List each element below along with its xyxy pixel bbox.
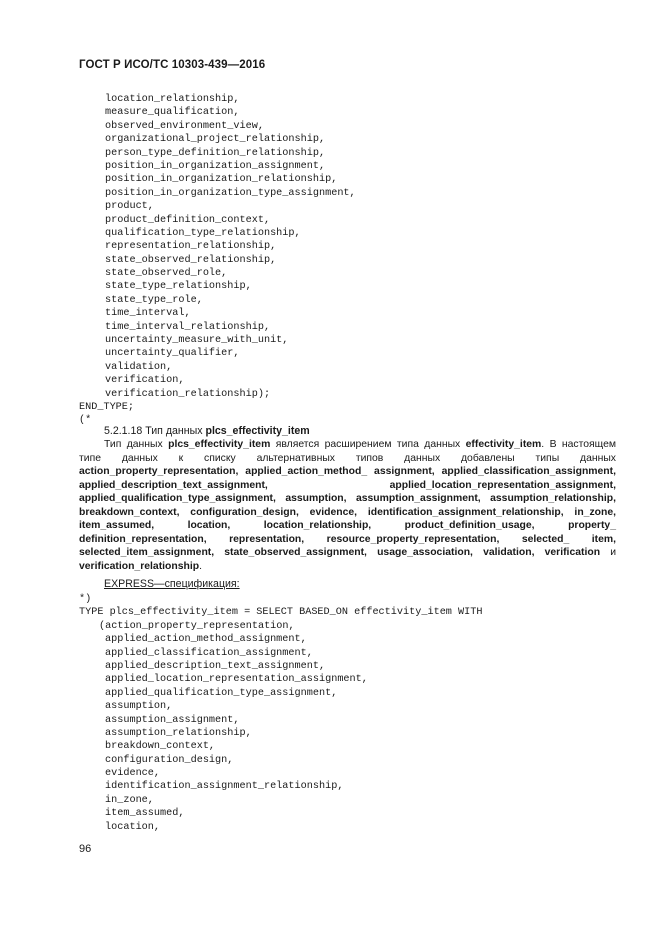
- paragraph-term: verification_relationship: [79, 560, 200, 572]
- end-type-line: END_TYPE;: [79, 401, 135, 413]
- code-line: identification_assignment_relationship,: [105, 781, 344, 793]
- code-line: state_type_relationship,: [105, 281, 252, 293]
- code-line: verification,: [105, 375, 185, 387]
- code-line: assumption_assignment,: [105, 714, 240, 726]
- code-line: uncertainty_qualifier,: [105, 348, 240, 360]
- code-line: location_relationship,: [105, 94, 240, 105]
- code-line: position_in_organization_assignment,: [105, 160, 326, 172]
- code-line: time_interval,: [105, 308, 191, 320]
- code-line: verification_relationship);: [105, 388, 271, 400]
- express-spec-label: EXPRESS—спецификация:: [104, 578, 240, 590]
- section-number: 5.2.1.18 Тип данных: [104, 425, 206, 437]
- paragraph-text: Тип данных: [104, 439, 169, 450]
- document-header: ГОСТ Р ИСО/ТС 10303-439—2016: [79, 59, 266, 71]
- code-line: time_interval_relationship,: [105, 321, 271, 333]
- code-line: applied_location_representation_assignment,: [105, 674, 368, 686]
- code-line: qualification_type_relationship,: [105, 227, 301, 239]
- code-line: applied_qualification_type_assignment,: [105, 687, 338, 699]
- code-line: state_observed_role,: [105, 268, 228, 280]
- paragraph-text: и: [600, 547, 616, 558]
- code-line: breakdown_context,: [105, 741, 216, 753]
- code-line: (action_property_representation,: [99, 620, 295, 632]
- code-line: assumption,: [105, 701, 173, 713]
- code-line: position_in_organization_type_assignment,: [105, 187, 356, 199]
- paragraph-term: plcs_effectivity_item: [168, 439, 271, 450]
- section-type-name: plcs_effectivity_item: [205, 425, 310, 437]
- code-line: product,: [105, 201, 154, 213]
- paragraph-text: .: [199, 560, 202, 572]
- paragraph-term-list: action_property_representation, applied_action_method_ assignment, applied_classification_assignment, applied_description_text_assignment, applied_location_representation_assignment, applied_qualification_type_assignment, assumption, assumption_assignment, assumption_relationship, breakdown_context, configuration_design, evidence, identification_assignment_relationship, in_zone, item_assumed, location, location_relationship, product_definition_usage, property_ definition_representation, representation, resource_property_representation, selected_ item, selected_item_assignment, state_observed_assignment, usage_association, validation, verification: [79, 466, 616, 558]
- code-line: applied_classification_assignment,: [105, 647, 313, 659]
- code-line: applied_description_text_assignment,: [105, 660, 326, 672]
- paragraph-text: . В настоящем типе данных к списку альтернативных типов данных добавлены типы данных: [79, 439, 617, 464]
- code-line: person_type_definition_relationship,: [105, 147, 326, 159]
- code-line: state_observed_relationship,: [105, 254, 277, 266]
- code-line: evidence,: [105, 768, 161, 780]
- code-line: applied_action_method_assignment,: [105, 634, 307, 646]
- section-heading: [79, 425, 641, 439]
- express-code-block-2: [79, 593, 483, 834]
- code-line: position_in_organization_relationship,: [105, 174, 338, 186]
- code-line: validation,: [105, 361, 173, 373]
- code-line: item_assumed,: [105, 808, 185, 820]
- code-line: assumption_relationship,: [105, 727, 252, 739]
- type-declaration-line: TYPE plcs_effectivity_item = SELECT BASED_ON effectivity_item WITH: [79, 607, 483, 619]
- code-line: product_definition_context,: [105, 214, 271, 226]
- express-code-block-1: [79, 93, 356, 428]
- code-line: location,: [105, 821, 161, 833]
- comment-open-line: (*: [79, 415, 92, 427]
- code-line: measure_qualification,: [105, 107, 240, 119]
- code-line: uncertainty_measure_with_unit,: [105, 335, 289, 347]
- description-paragraph: [79, 438, 616, 573]
- page-number: 96: [79, 843, 92, 855]
- paragraph-text: является расширением типа данных: [270, 439, 466, 450]
- code-line: observed_environment_view,: [105, 120, 264, 132]
- code-line: state_type_role,: [105, 294, 203, 306]
- code-line: representation_relationship,: [105, 241, 277, 253]
- comment-close-line: *): [79, 594, 92, 605]
- code-line: in_zone,: [105, 794, 154, 806]
- code-line: configuration_design,: [105, 754, 234, 766]
- paragraph-term: effectivity_item: [465, 439, 542, 450]
- code-line: organizational_project_relationship,: [105, 134, 326, 146]
